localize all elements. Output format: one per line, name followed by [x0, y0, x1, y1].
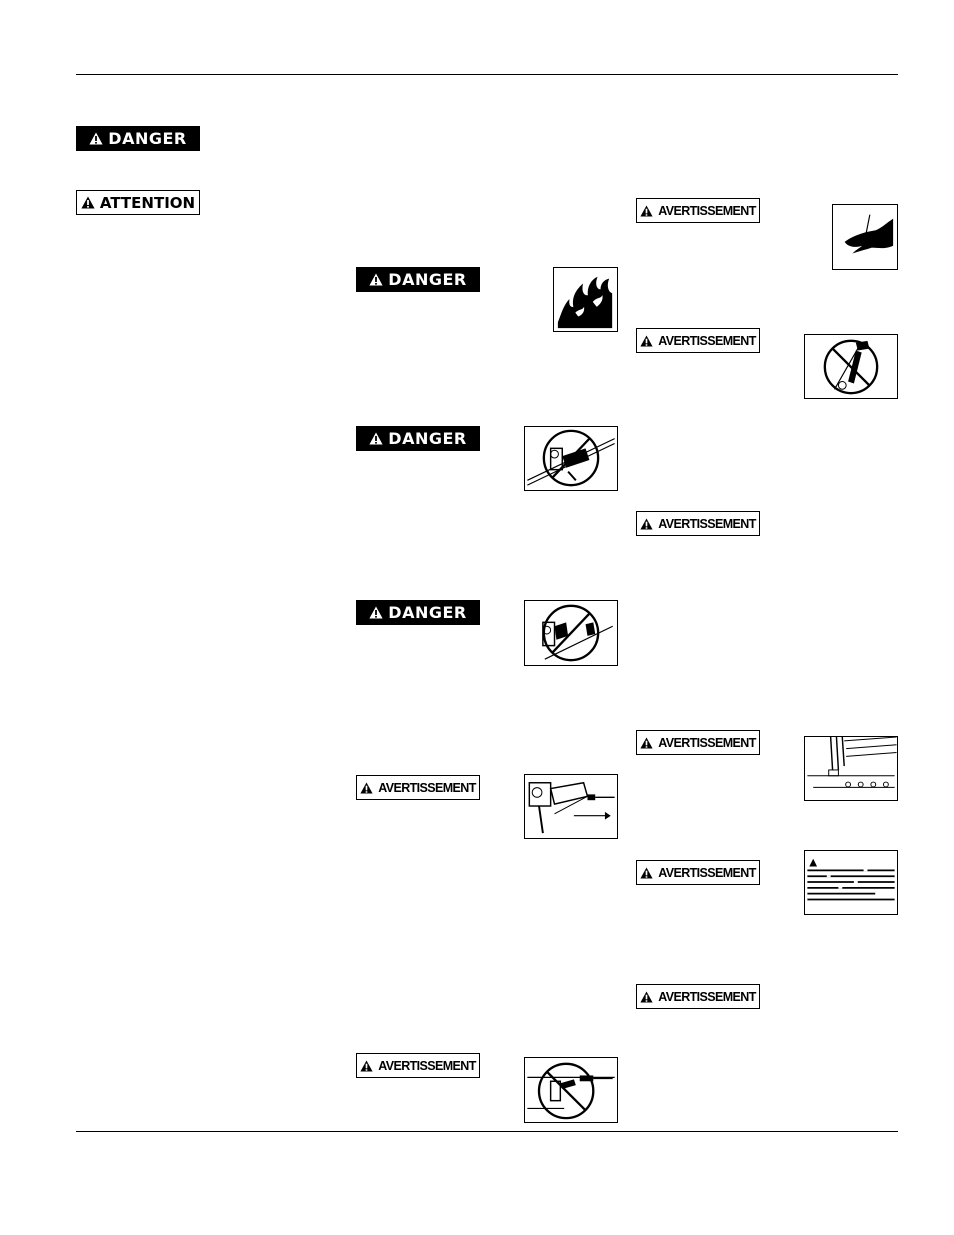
- bottom-rule: [76, 1131, 898, 1132]
- warning-triangle-icon: [360, 782, 373, 794]
- avertissement-label: [636, 511, 760, 536]
- avertissement-text: AVERTISSEMENT: [658, 735, 756, 750]
- avertissement-label: [636, 860, 760, 885]
- no-contact-icon: [804, 334, 898, 399]
- hand-injury-icon: [832, 204, 898, 270]
- avertissement-label: [356, 775, 480, 800]
- danger-label: [356, 426, 480, 451]
- warning-triangle-icon: [81, 196, 95, 209]
- avertissement-text: AVERTISSEMENT: [378, 780, 476, 795]
- danger-text: DANGER: [108, 129, 187, 148]
- warning-triangle-icon: [640, 205, 653, 217]
- avertissement-label: [356, 1053, 480, 1078]
- danger-label: [356, 267, 480, 292]
- warning-label-icon: [804, 850, 898, 915]
- warning-triangle-icon: [640, 518, 653, 530]
- warning-triangle-icon: [640, 335, 653, 347]
- avertissement-text: AVERTISSEMENT: [658, 516, 756, 531]
- avertissement-label: [636, 730, 760, 755]
- warning-triangle-icon: [360, 1060, 373, 1072]
- no-triggering-icon: [524, 426, 618, 491]
- warning-triangle-icon: [369, 273, 383, 286]
- warning-triangle-icon: [640, 867, 653, 879]
- no-carry-by-hose-icon: [524, 1057, 618, 1123]
- avertissement-text: AVERTISSEMENT: [658, 989, 756, 1004]
- avertissement-text: AVERTISSEMENT: [658, 865, 756, 880]
- avertissement-label: [636, 984, 760, 1009]
- fire-icon: [553, 267, 618, 332]
- warning-triangle-icon: [369, 606, 383, 619]
- disconnect-air-icon: [524, 774, 618, 839]
- danger-label: [356, 600, 480, 625]
- avertissement-text: AVERTISSEMENT: [658, 333, 756, 348]
- top-rule: [76, 74, 898, 75]
- warning-triangle-icon: [89, 132, 103, 145]
- attention-text: ATTENTION: [99, 193, 196, 212]
- fastener-depth-icon: [804, 736, 898, 801]
- avertissement-label: [636, 198, 760, 223]
- avertissement-text: AVERTISSEMENT: [378, 1058, 476, 1073]
- avertissement-label: [636, 328, 760, 353]
- avertissement-text: AVERTISSEMENT: [658, 203, 756, 218]
- danger-text: DANGER: [388, 603, 467, 622]
- warning-triangle-icon: [369, 432, 383, 445]
- warning-triangle-icon: [640, 991, 653, 1003]
- attention-label: [76, 190, 200, 215]
- no-disconnect-icon: [524, 600, 618, 666]
- danger-label: [76, 126, 200, 151]
- warning-triangle-icon: [640, 737, 653, 749]
- danger-text: DANGER: [388, 270, 467, 289]
- danger-text: DANGER: [388, 429, 467, 448]
